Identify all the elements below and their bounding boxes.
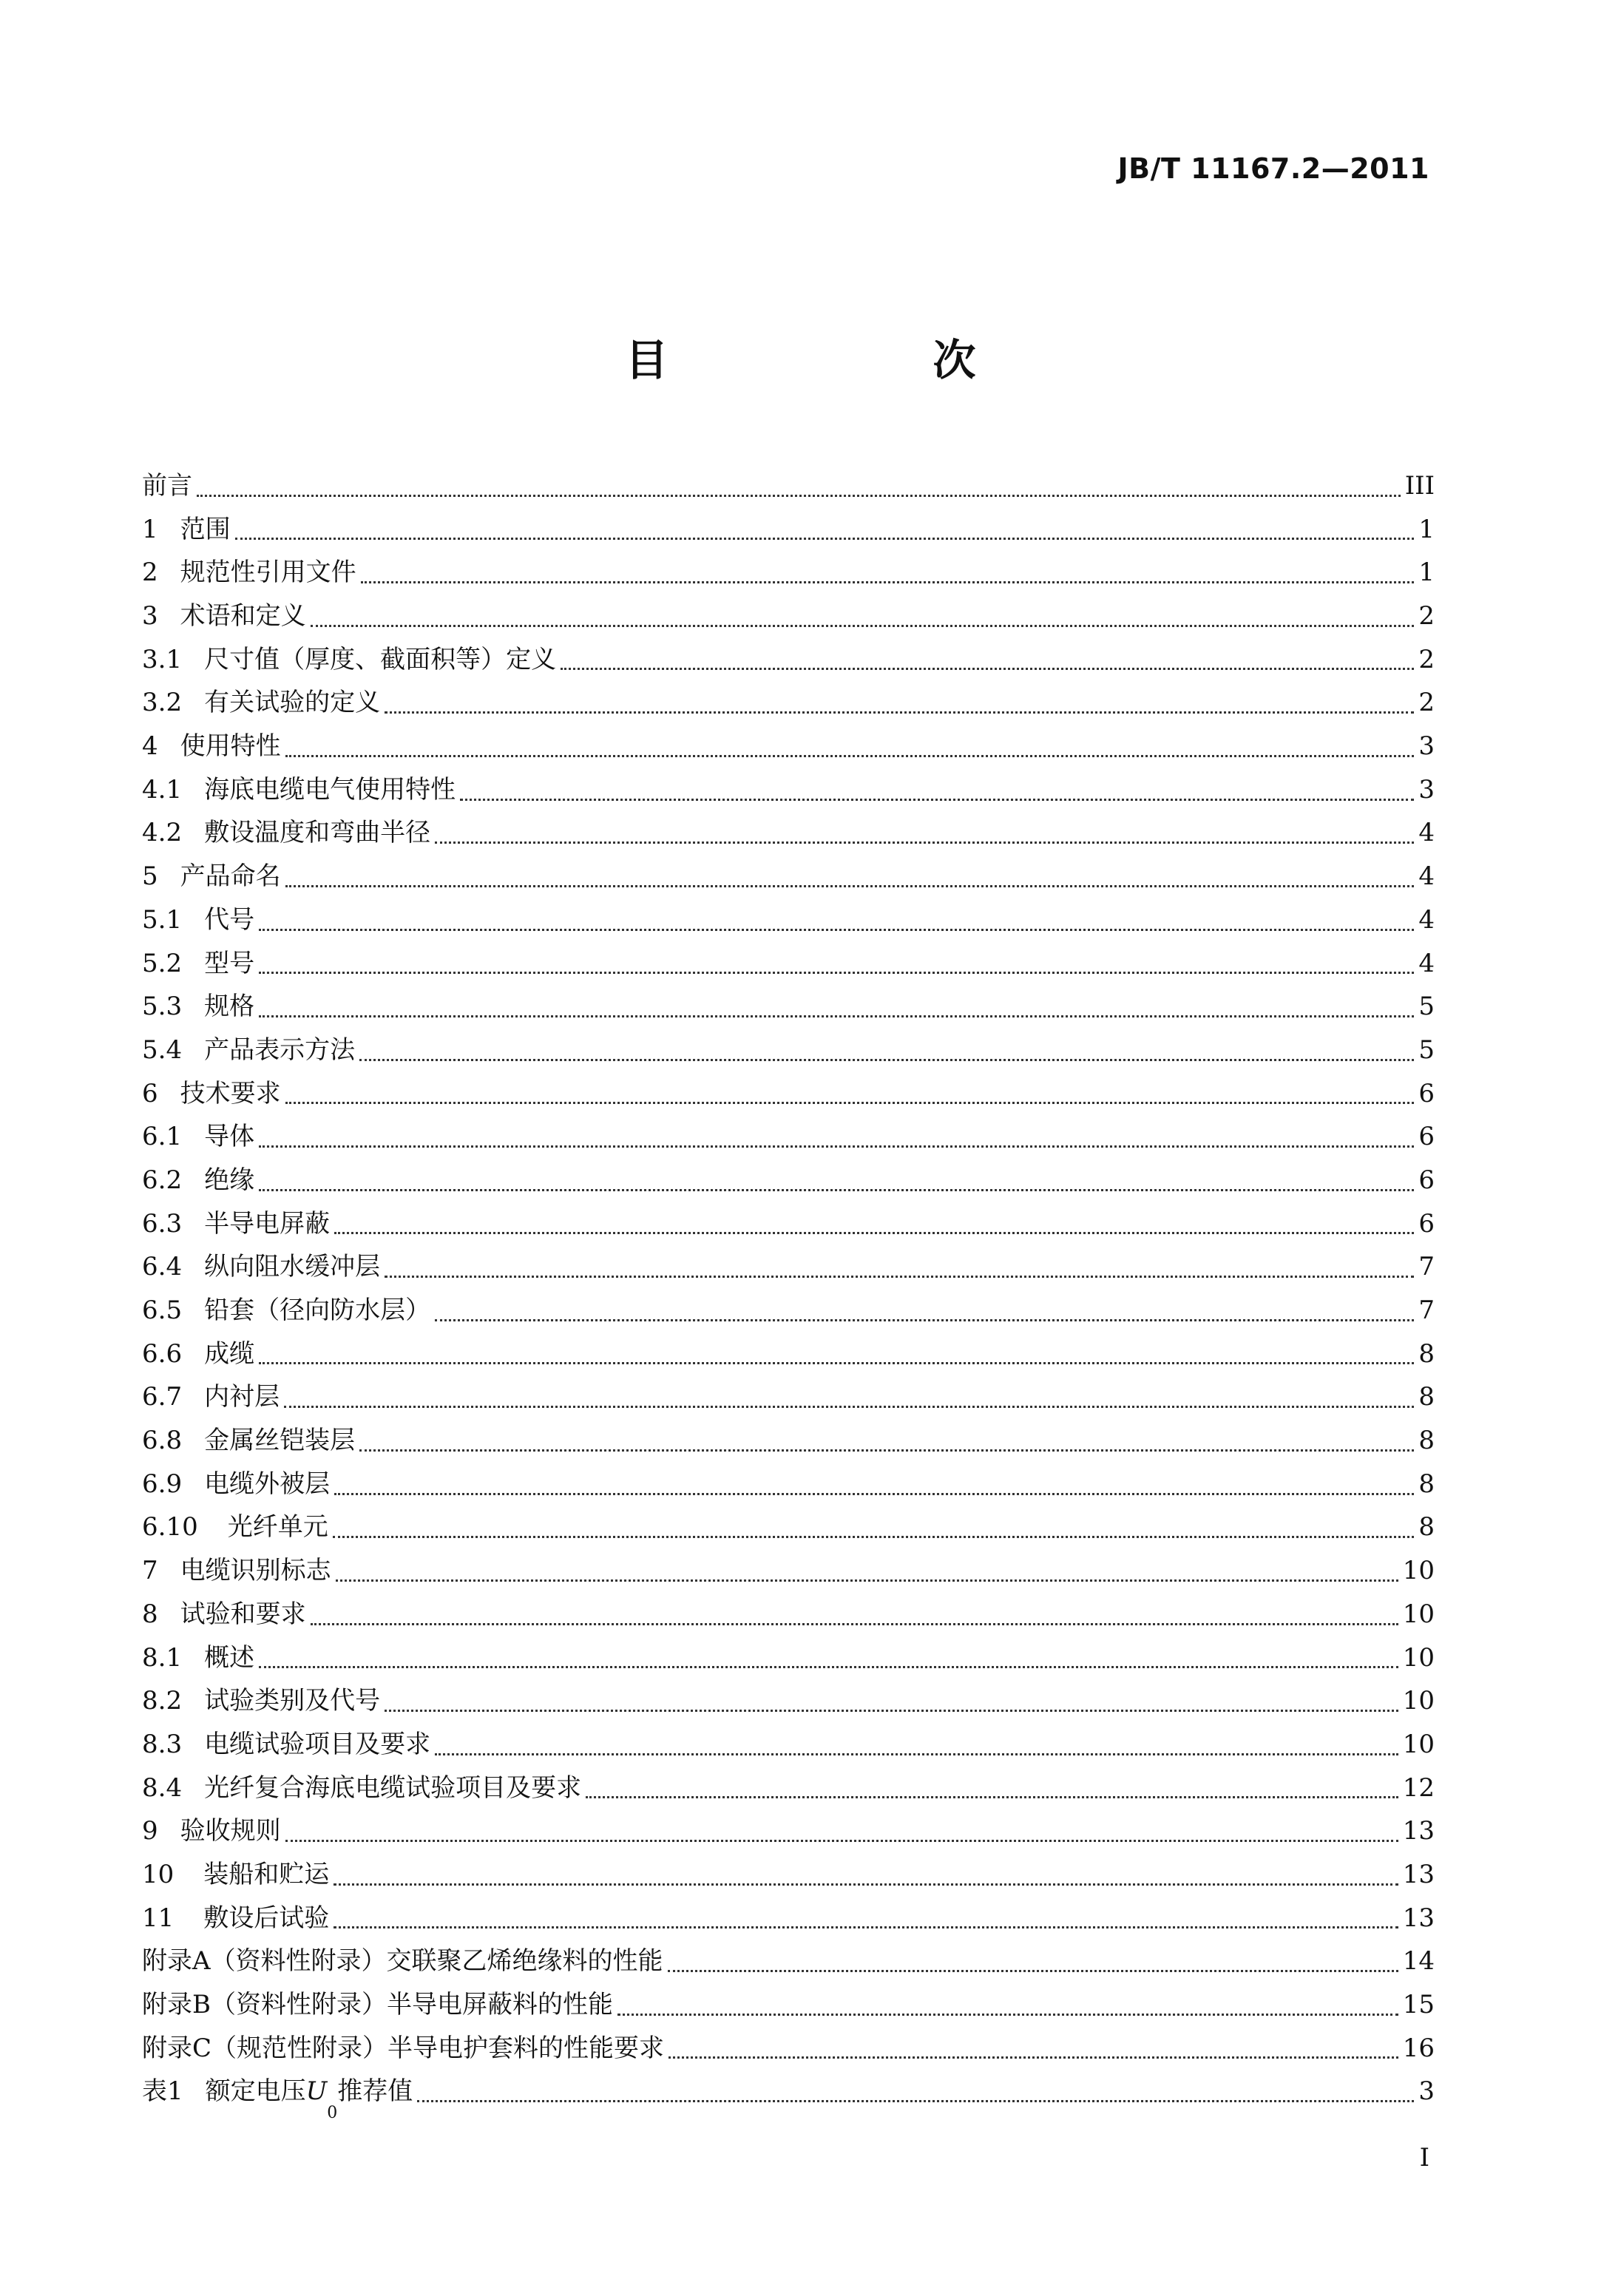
toc-dot-leader (284, 1405, 1414, 1408)
toc-dot-leader (259, 1015, 1414, 1017)
toc-entry[interactable] (142, 1723, 1435, 1767)
toc-entry-page: 1 (1418, 558, 1435, 588)
toc-entry-label: 技术要求 (180, 1078, 281, 1108)
toc-entry-page: 2 (1418, 688, 1435, 718)
toc-entry-label: 代号 (204, 904, 255, 935)
toc-entry-label: 验收规则 (180, 1816, 281, 1846)
toc-entry[interactable] (142, 812, 1435, 856)
toc-entry[interactable] (142, 1289, 1435, 1332)
toc-dot-leader (285, 1839, 1398, 1842)
toc-entry[interactable] (142, 1897, 1435, 1940)
toc-entry-label: 概述 (204, 1642, 255, 1673)
toc-entry-label: 光纤复合海底电缆试验项目及要求 (204, 1772, 582, 1803)
toc-entry-label: 铅套（径向防水层） (204, 1296, 431, 1326)
toc-entry-label: 产品表示方法 (204, 1034, 356, 1065)
toc-entry-number: 3.2 (142, 688, 183, 718)
toc-entry[interactable] (142, 508, 1435, 552)
toc-entry-label: 电缆试验项目及要求 (204, 1729, 431, 1759)
toc-entry-label: （资料性附录）半导电屏蔽料的性能 (211, 1990, 613, 2020)
toc-entry-number: 附录B (142, 1990, 211, 2020)
toc-entry[interactable] (142, 898, 1435, 942)
toc-entry-page: 12 (1402, 1772, 1435, 1803)
toc-dot-leader (259, 971, 1414, 974)
toc-entry-number: 10 (142, 1859, 175, 1889)
toc-entry-page: 10 (1402, 1729, 1435, 1759)
toc-dot-leader (561, 667, 1414, 670)
toc-entry[interactable] (142, 1159, 1435, 1202)
toc-entry-number: 4 (142, 731, 158, 762)
toc-entry-number: 4.2 (142, 818, 183, 848)
toc-entry-number: 表1 (142, 2076, 183, 2107)
toc-dot-leader (460, 798, 1414, 801)
toc-entry-number: 11 (142, 1903, 175, 1933)
table-of-contents (142, 464, 1435, 2123)
toc-entry-page: 4 (1418, 904, 1435, 935)
toc-entry-label: 电缆识别标志 (180, 1556, 331, 1586)
toc-entry[interactable] (142, 1767, 1435, 1810)
toc-entry-label: （资料性附录）交联聚乙烯绝缘料的性能 (210, 1946, 663, 1977)
toc-entry-label: 敷设温度和弯曲半径 (204, 818, 431, 848)
standard-code: JB/T 11167.2—2011 (1117, 152, 1429, 185)
toc-entry-symbol: U (305, 2076, 328, 2107)
toc-entry[interactable] (142, 1419, 1435, 1463)
toc-entry-page: 2 (1418, 644, 1435, 674)
toc-dot-leader (197, 494, 1401, 497)
toc-dot-leader (259, 1361, 1414, 1364)
toc-entry-page: 10 (1402, 1599, 1435, 1629)
toc-entry-page: 6 (1418, 1122, 1435, 1152)
toc-entry-label-suffix: 推荐值 (337, 2076, 413, 2107)
toc-entry-label: 尺寸值（厚度、截面积等）定义 (204, 644, 557, 674)
toc-entry-label: （规范性附录）半导电护套料的性能要求 (211, 2033, 665, 2063)
toc-entry-number: 8.3 (142, 1729, 183, 1759)
toc-entry-page: 4 (1418, 861, 1435, 892)
toc-entry-page: 15 (1402, 1990, 1435, 2020)
toc-entry-page: 10 (1402, 1642, 1435, 1673)
toc-entry-number: 6 (142, 1078, 158, 1108)
toc-entry[interactable] (142, 464, 1435, 508)
toc-entry-number: 4.1 (142, 774, 183, 805)
toc-dot-leader (333, 1535, 1415, 1538)
toc-entry-page: 8 (1418, 1338, 1435, 1369)
toc-entry-number: 6.10 (142, 1512, 198, 1542)
toc-entry[interactable] (142, 2027, 1435, 2070)
toc-dot-leader (259, 1188, 1414, 1191)
toc-entry-page: 3 (1418, 731, 1435, 762)
toc-entry[interactable] (142, 1029, 1435, 1072)
toc-entry[interactable] (142, 855, 1435, 898)
toc-entry-number: 5.1 (142, 904, 183, 935)
toc-dot-leader (586, 1795, 1398, 1798)
toc-dot-leader (259, 1145, 1414, 1148)
toc-entry-label: 有关试验的定义 (204, 688, 381, 718)
toc-entry-number: 5.2 (142, 948, 183, 978)
toc-entry-page: 7 (1418, 1252, 1435, 1282)
toc-dot-leader (336, 1579, 1398, 1582)
toc-entry-label: 规格 (204, 992, 255, 1022)
toc-dot-leader (435, 1318, 1414, 1321)
toc-dot-leader (285, 754, 1415, 757)
toc-entry-label: 导体 (204, 1122, 255, 1152)
toc-dot-leader (385, 711, 1414, 714)
toc-entry-page: 8 (1418, 1382, 1435, 1412)
toc-entry-number: 6.6 (142, 1338, 183, 1369)
toc-dot-leader (285, 1101, 1415, 1104)
toc-entry[interactable] (142, 725, 1435, 768)
toc-entry-page: 6 (1418, 1165, 1435, 1195)
toc-entry-page: 4 (1418, 818, 1435, 848)
toc-dot-leader (385, 1275, 1414, 1278)
toc-entry-page: 3 (1418, 2076, 1435, 2107)
toc-entry-number: 6.8 (142, 1426, 183, 1456)
toc-entry-label: 使用特性 (180, 731, 281, 762)
toc-entry-number: 8.2 (142, 1686, 183, 1716)
toc-entry[interactable] (142, 1593, 1435, 1636)
toc-entry-page: 13 (1402, 1816, 1435, 1846)
toc-entry-number: 6.3 (142, 1208, 183, 1239)
toc-dot-leader (417, 2099, 1414, 2102)
toc-entry-label: 海底电缆电气使用特性 (204, 774, 456, 805)
toc-entry-number: 1 (142, 514, 158, 544)
toc-entry-page: III (1404, 470, 1435, 501)
toc-entry-label: 电缆外被层 (204, 1469, 331, 1499)
toc-entry-label: 绝缘 (204, 1165, 255, 1195)
page-title: 目 次 (625, 335, 1087, 385)
toc-entry-page: 7 (1418, 1296, 1435, 1326)
toc-entry[interactable] (142, 1636, 1435, 1680)
toc-entry-number: 3.1 (142, 644, 183, 674)
toc-entry-label: 试验和要求 (180, 1599, 306, 1629)
toc-dot-leader (259, 928, 1414, 931)
toc-entry-label: 敷设后试验 (203, 1903, 330, 1933)
toc-entry-number: 6.2 (142, 1165, 183, 1195)
toc-entry-number: 附录C (142, 2033, 212, 2063)
toc-entry-number: 6.7 (142, 1382, 183, 1412)
toc-entry[interactable] (142, 1549, 1435, 1593)
toc-entry-label: 术语和定义 (180, 601, 306, 631)
toc-entry-number: 5 (142, 861, 158, 892)
toc-dot-leader (435, 1753, 1398, 1755)
toc-entry-label: 型号 (204, 948, 255, 978)
toc-entry[interactable] (142, 551, 1435, 595)
toc-entry-number: 8.4 (142, 1772, 183, 1803)
toc-dot-leader (435, 841, 1414, 844)
toc-entry[interactable] (142, 638, 1435, 682)
toc-entry[interactable] (142, 1202, 1435, 1246)
toc-entry[interactable] (142, 1679, 1435, 1723)
toc-entry-page: 13 (1402, 1903, 1435, 1933)
toc-entry-label: 成缆 (204, 1338, 255, 1369)
toc-dot-leader (334, 1883, 1398, 1886)
toc-entry-page: 5 (1418, 1034, 1435, 1065)
toc-entry-page: 8 (1418, 1469, 1435, 1499)
toc-dot-leader (359, 1058, 1414, 1061)
toc-entry-number: 附录A (142, 1946, 211, 1977)
toc-entry-page: 10 (1402, 1686, 1435, 1716)
toc-entry[interactable] (142, 595, 1435, 638)
toc-entry[interactable] (142, 1375, 1435, 1419)
toc-entry-number: 6.9 (142, 1469, 183, 1499)
toc-entry[interactable] (142, 1853, 1435, 1897)
toc-entry-number: 7 (142, 1556, 158, 1586)
toc-entry-page: 2 (1418, 601, 1435, 631)
toc-dot-leader (311, 624, 1415, 627)
toc-entry-label: 范围 (180, 514, 231, 544)
toc-dot-leader (235, 537, 1415, 540)
toc-entry-page: 6 (1418, 1208, 1435, 1239)
toc-entry[interactable] (142, 1463, 1435, 1506)
toc-entry[interactable] (142, 768, 1435, 812)
toc-entry[interactable] (142, 1332, 1435, 1376)
toc-entry-number: 6.1 (142, 1122, 183, 1152)
toc-entry-page: 16 (1402, 2033, 1435, 2063)
toc-entry[interactable] (142, 1115, 1435, 1159)
toc-dot-leader (334, 1926, 1398, 1928)
toc-entry-number: 6.4 (142, 1252, 183, 1282)
toc-entry-label: 纵向阻水缓冲层 (204, 1252, 381, 1282)
toc-entry-page: 8 (1418, 1512, 1435, 1542)
toc-entry[interactable] (142, 1072, 1435, 1116)
toc-dot-leader (334, 1231, 1414, 1234)
toc-entry[interactable] (142, 985, 1435, 1029)
toc-entry[interactable] (142, 1940, 1435, 1983)
toc-entry[interactable] (142, 1506, 1435, 1550)
toc-entry-page: 13 (1402, 1859, 1435, 1889)
toc-entry-page: 4 (1418, 948, 1435, 978)
toc-entry-page: 14 (1402, 1946, 1435, 1977)
toc-entry-number: 6.5 (142, 1296, 183, 1326)
toc-entry-number: 9 (142, 1816, 158, 1846)
toc-dot-leader (668, 1969, 1398, 1972)
toc-entry-label: 装船和贮运 (203, 1859, 330, 1889)
toc-dot-leader (617, 2013, 1398, 2016)
toc-entry[interactable] (142, 681, 1435, 725)
toc-entry-label: 内衬层 (204, 1382, 280, 1412)
toc-entry-label: 半导电屏蔽 (204, 1208, 331, 1239)
toc-entry-page: 6 (1418, 1078, 1435, 1108)
toc-entry-page: 8 (1418, 1426, 1435, 1456)
toc-entry-page: 10 (1402, 1556, 1435, 1586)
toc-entry[interactable] (142, 1809, 1435, 1853)
toc-entry-label: 金属丝铠装层 (204, 1426, 356, 1456)
toc-dot-leader (669, 2056, 1398, 2059)
toc-entry-label: 试验类别及代号 (204, 1686, 381, 1716)
toc-entry[interactable] (142, 1245, 1435, 1289)
toc-dot-leader (334, 1492, 1414, 1495)
toc-entry-number: 5.3 (142, 992, 183, 1022)
toc-entry-page: 1 (1418, 514, 1435, 544)
toc-dot-leader (311, 1622, 1398, 1625)
page-number: I (1419, 2143, 1429, 2173)
toc-dot-leader (285, 884, 1415, 887)
toc-entry-label: 规范性引用文件 (180, 558, 356, 588)
toc-entry-number: 3 (142, 601, 158, 631)
toc-entry-number: 8 (142, 1599, 158, 1629)
toc-entry-label: 前言 (142, 470, 192, 501)
toc-entry[interactable] (142, 942, 1435, 986)
toc-dot-leader (385, 1709, 1398, 1712)
toc-entry[interactable] (142, 1983, 1435, 2027)
toc-dot-leader (259, 1665, 1398, 1668)
toc-dot-leader (361, 580, 1415, 583)
toc-entry-page: 3 (1418, 774, 1435, 805)
toc-dot-leader (359, 1449, 1414, 1452)
toc-entry-label: 光纤单元 (227, 1512, 328, 1542)
toc-entry-page: 5 (1418, 992, 1435, 1022)
toc-entry-label: 产品命名 (180, 861, 281, 892)
toc-entry-label: 额定电压 (205, 2076, 306, 2107)
toc-entry-number: 2 (142, 558, 158, 588)
toc-entry-number: 8.1 (142, 1642, 183, 1673)
toc-entry[interactable]: 表1 额定电压 U 0 推荐值 3 (142, 2070, 1435, 2113)
toc-entry-number: 5.4 (142, 1034, 183, 1065)
